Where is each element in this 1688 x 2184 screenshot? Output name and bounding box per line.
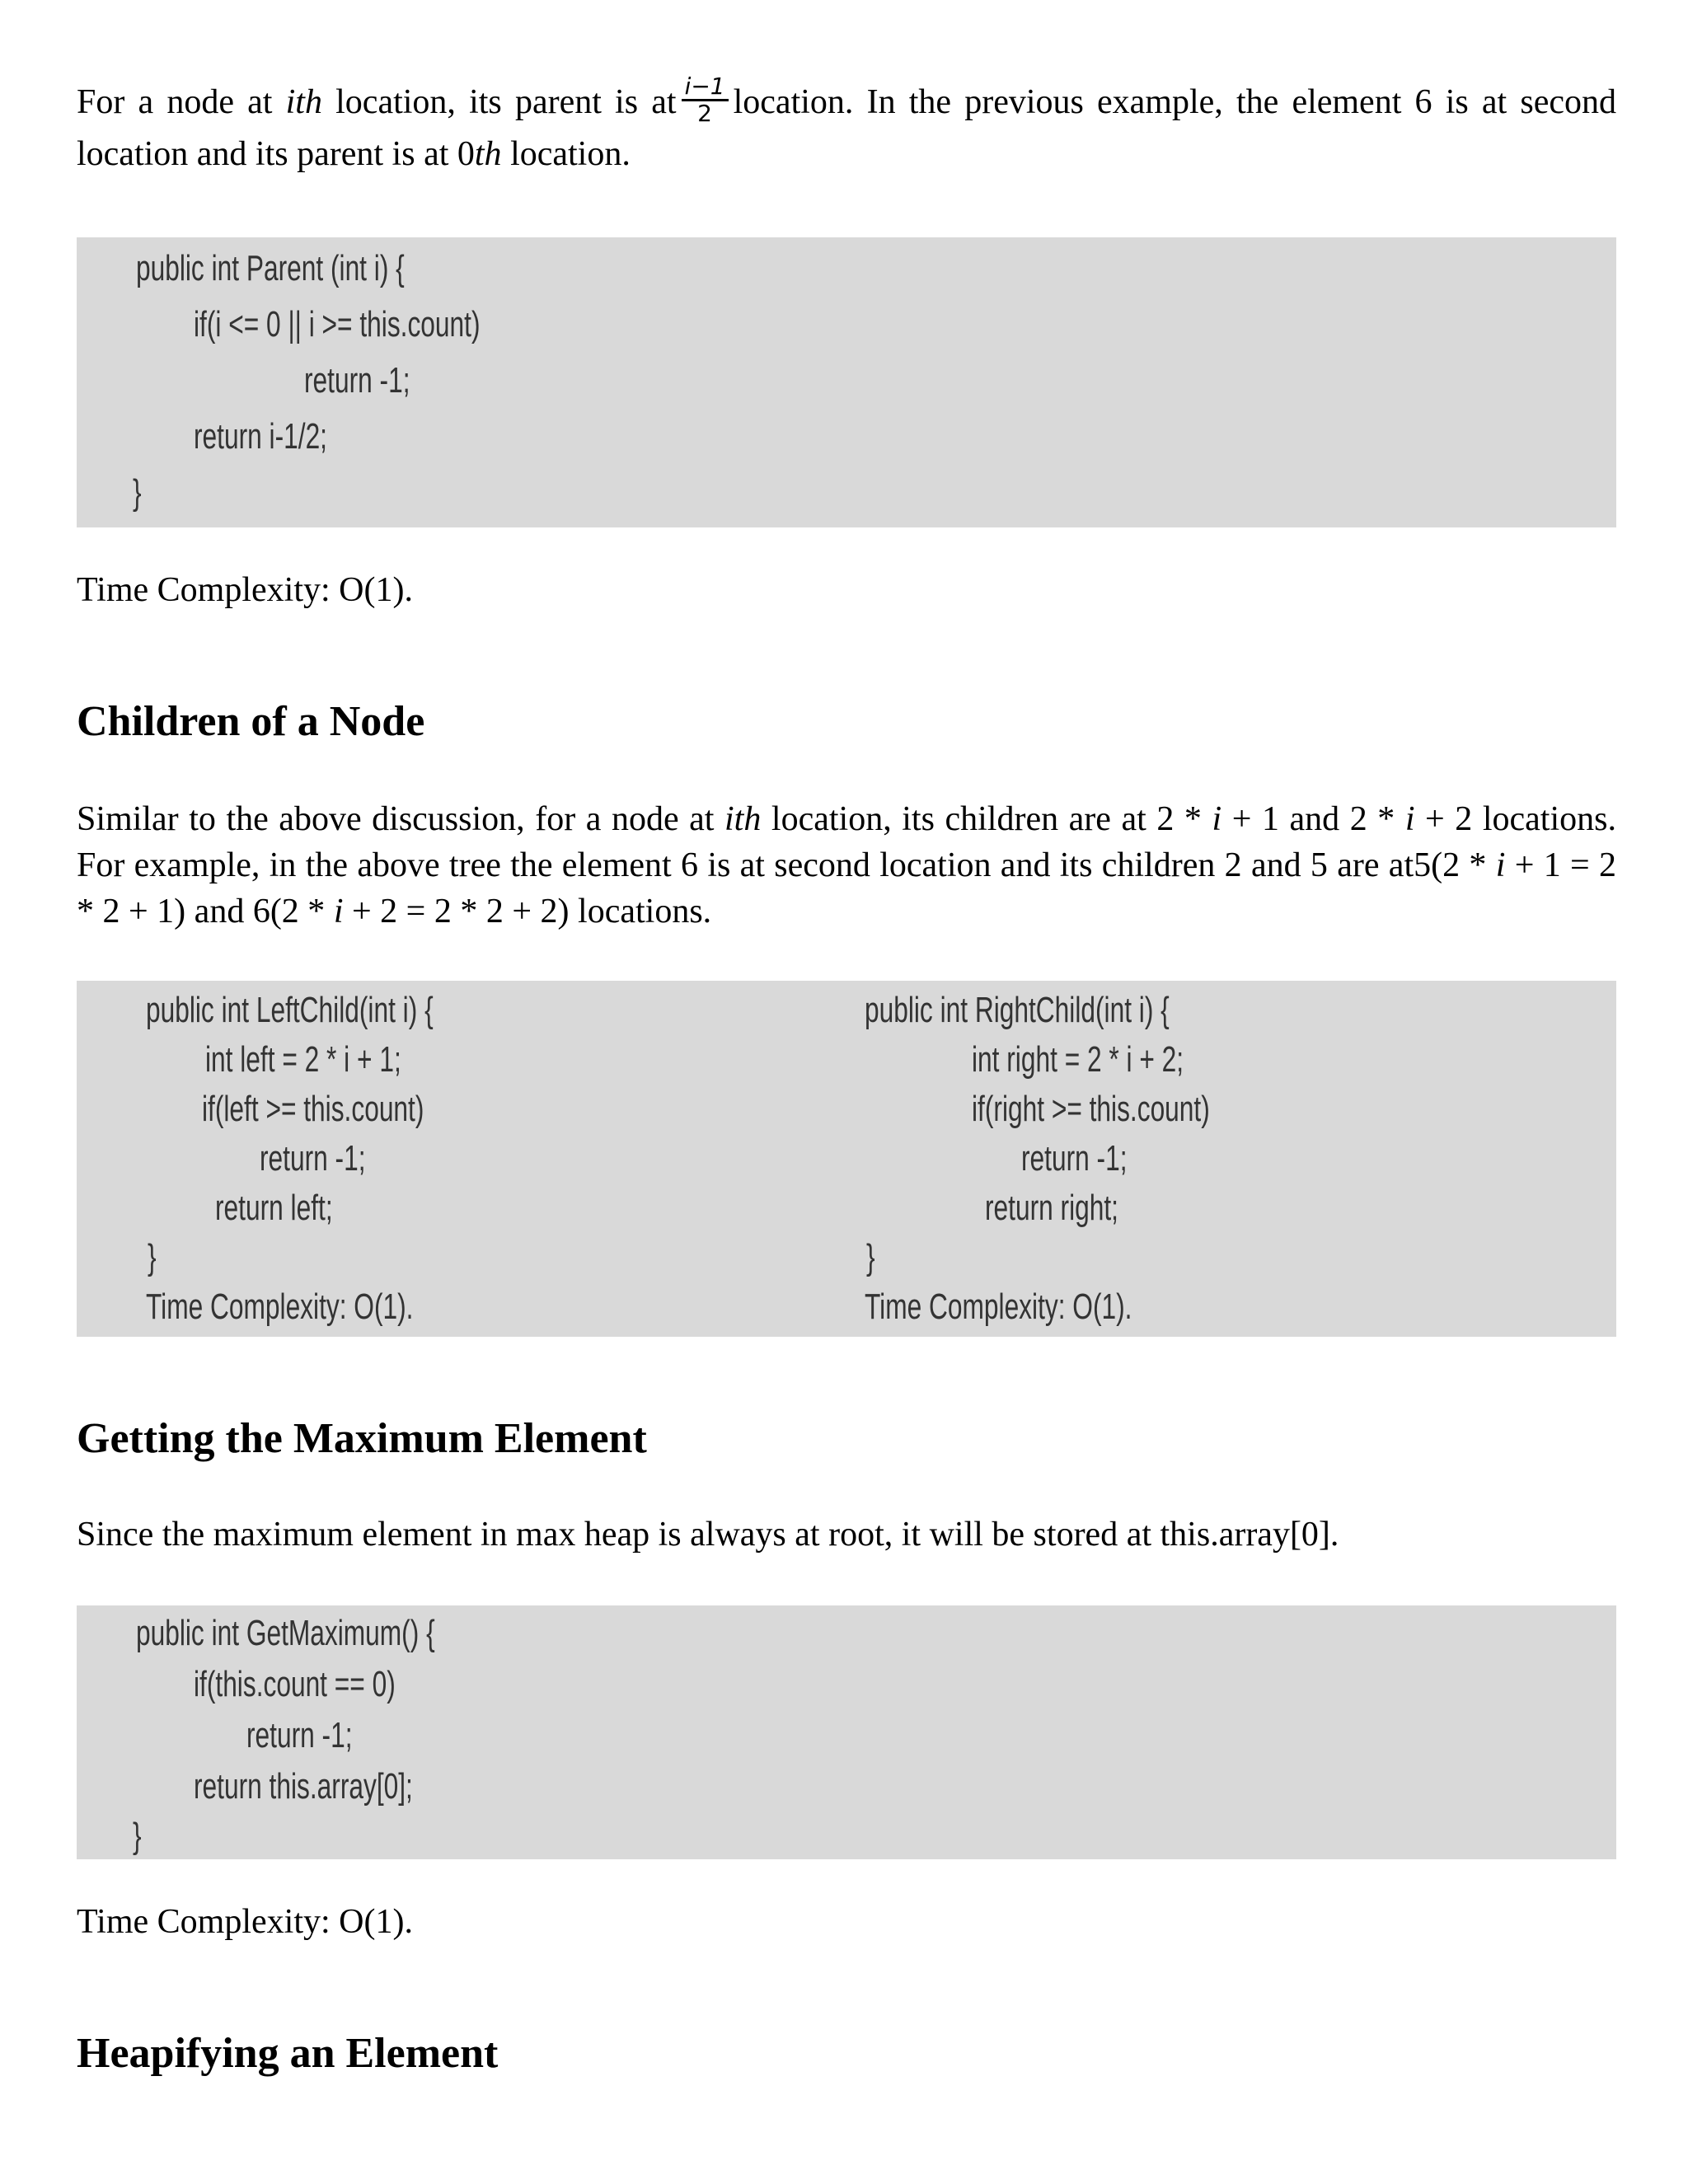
code-line: Time Complexity: O(1).	[865, 1286, 1132, 1327]
code-line: return left;	[215, 1188, 333, 1228]
code-line: if(left >= this.count)	[202, 1089, 424, 1129]
fraction-numerator: i−1	[682, 74, 729, 101]
heading-children-of-a-node: Children of a Node	[77, 698, 425, 745]
code-line: }	[866, 1237, 875, 1277]
text: Similar to the above discussion, for a node at	[77, 800, 725, 838]
code-line: }	[133, 1816, 142, 1856]
code-line: return -1;	[1021, 1138, 1128, 1179]
code-line: }	[133, 472, 142, 513]
code-line: }	[148, 1237, 157, 1277]
text: + 1 = 2 * 2 + 1) and 6(2 *	[77, 846, 1616, 930]
code-line: int left = 2 * i + 1;	[205, 1039, 401, 1080]
code-line: return right;	[985, 1188, 1118, 1228]
math-ith: ith	[285, 83, 322, 122]
time-complexity-maximum: Time Complexity: O(1).	[77, 1903, 413, 1941]
code-line: public int LeftChild(int i) {	[146, 990, 434, 1030]
math-i: i	[1495, 846, 1506, 884]
fraction-denominator: 2	[697, 100, 712, 127]
text: + 2 locations. For example, in the above tree the element 6 is at second location and its children 2 and 5 are at5(2 *	[77, 800, 1616, 884]
text: + 1 and 2 *	[1221, 800, 1405, 838]
text: location.	[501, 135, 631, 173]
code-line: if(right >= this.count)	[972, 1089, 1210, 1129]
code-line: public int RightChild(int i) {	[865, 990, 1170, 1030]
code-block-children	[77, 981, 1616, 1337]
heading-getting-the-maximum-element: Getting the Maximum Element	[77, 1415, 647, 1462]
code-line: return -1;	[304, 360, 410, 401]
code-line: if(this.count == 0)	[194, 1664, 396, 1704]
code-line: return -1;	[260, 1138, 366, 1179]
code-block-get-maximum	[77, 1605, 1616, 1859]
text: location, its children are at 2 *	[761, 800, 1212, 838]
code-block-parent	[77, 237, 1616, 527]
heading-heapifying-an-element: Heapifying an Element	[77, 2030, 499, 2077]
code-line: if(i <= 0 || i >= this.count)	[194, 304, 481, 344]
text: + 2 = 2 * 2 + 2) locations.	[343, 893, 712, 930]
text: location. In the previous example, the element 6 is at second location and its parent is at 0	[77, 83, 1616, 173]
code-line: return i-1/2;	[194, 416, 327, 457]
code-line: public int Parent (int i) {	[136, 248, 405, 288]
math-ith: ith	[724, 800, 762, 838]
children-paragraph	[77, 796, 1616, 935]
math-i: i	[333, 893, 344, 930]
text: For a node at	[77, 83, 286, 122]
code-line: public int GetMaximum() {	[136, 1613, 435, 1653]
fraction-i-minus-1-over-2	[682, 74, 729, 126]
math-i: i	[1404, 800, 1415, 838]
math-i: i	[1212, 800, 1222, 838]
time-complexity-parent: Time Complexity: O(1).	[77, 571, 413, 609]
text: location, its parent is at	[321, 83, 677, 122]
code-line: Time Complexity: O(1).	[146, 1286, 414, 1327]
maximum-paragraph: Since the maximum element in max heap is always at root, it will be stored at this.array[0].	[77, 1516, 1339, 1554]
code-line: return this.array[0];	[194, 1766, 413, 1807]
code-line: int right = 2 * i + 2;	[972, 1039, 1184, 1080]
code-line: return -1;	[246, 1715, 353, 1755]
parent-paragraph	[77, 73, 1616, 177]
math-th: th	[474, 135, 502, 173]
